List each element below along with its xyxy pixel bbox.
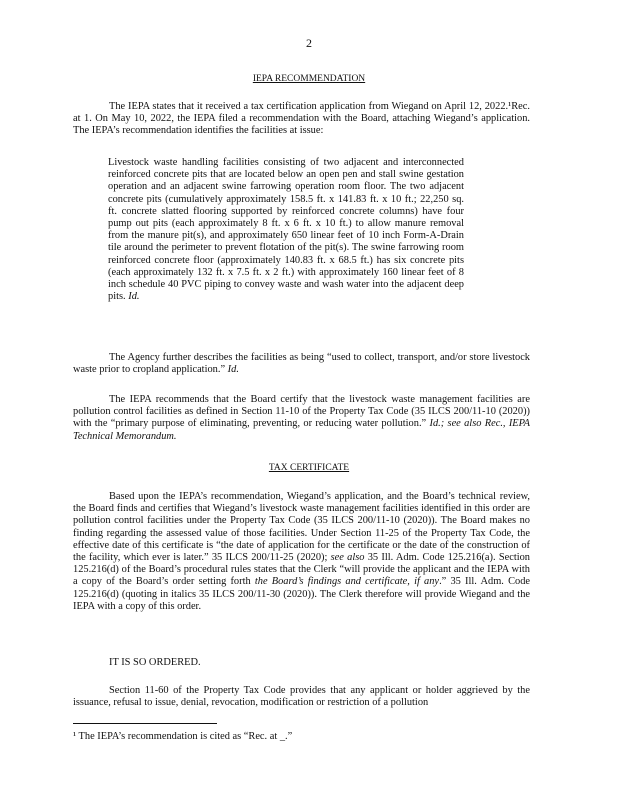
board-finds-text-b: 35 Ill. Adm. Code 125.216(a). Section 125.216(d) of the Board’s procedural rules states that the Clerk “will provide the applicant and the IEPA with a copy of the Board’s order setting forth — [73, 552, 530, 588]
page-number: 2 — [306, 36, 312, 50]
paragraph-section-11-60: Section 11-60 of the Property Tax Code provides that any applicant or holder aggrieved by the issuance, refusal to issue, denial, revocation, modification or restriction of a pollution — [73, 685, 530, 709]
iepa-recommends-text: The IEPA recommends that the Board certify that the livestock waste management facilities are pollution control facilities as defined in Section 11-10 of the Property Tax Code (35 ILCS 200/11-10 (2020)) with the “primary purpose of eliminating, preventing, or reducing water pollution.” — [73, 394, 530, 430]
footnote-divider — [73, 723, 217, 724]
board-finds-see-also: see also — [330, 552, 365, 564]
paragraph-agency-describes — [73, 352, 530, 376]
board-finds-text-a: Based upon the IEPA’s recommendation, Wiegand’s application, and the Board’s technical review, the Board finds and certifies that Wiegand’s livestock waste management facilities identified in this order are pollution control facilities under the Property Tax Code (35 ILCS 200/11-10 (2020)). The Board makes no finding regarding the assessed value of those facilities. Under Section 11-25 of the Property Tax Code, the effective date of this certificate is “the date of application for the certificate or the date of the construction of the facility, which ever is later.” 35 ILCS 200/11-25 (2020); — [73, 491, 530, 564]
so-ordered: IT IS SO ORDERED. — [109, 657, 201, 668]
block-quote-facilities — [108, 157, 464, 303]
heading-tax-certificate: TAX CERTIFICATE — [268, 463, 350, 473]
paragraph-board-finds — [73, 491, 530, 613]
board-finds-italic-quote: the Board’s findings and certificate, if any — [254, 576, 440, 588]
footnote-1: ¹ The IEPA’s recommendation is cited as “Rec. at _.” — [73, 731, 293, 742]
block-quote-citation: Id. — [128, 291, 140, 303]
block-quote-text: Livestock waste handling facilities consisting of two adjacent and interconnected reinforced concrete pits that are located below an open pen and stall swine gestation operation and an adjacent swine farrowing operation room floor. The two adjacent concrete pits (cumulatively approximately 158.5 ft. x 141.83 ft. x 10 ft.; 22,250 sq. ft. concrete slatted flooring supported by reinforced concrete columns) have four pump out pits (each approximately 8 ft. x 6 ft. x 10 ft.) to allow manure removal from the manure pit(s), and approximately 650 linear feet of 10 inch Form-A-Drain tile around the perimeter to prevent flotation of the pit(s). The swine farrowing room reinforced concrete floor (approximately 140.83 ft. x 68.5 ft.) has six concrete pits (each approximately 132 ft. x 7.5 ft. x 2 ft.) with approximately 160 linear feet of 8 inch schedule 40 PVC piping to convey waste and wash water into the adjacent deep pits. — [108, 157, 464, 303]
iepa-recommends-citation: Id.; see also Rec., IEPA Technical Memorandum. — [73, 418, 530, 442]
agency-describes-text: The Agency further describes the facilities as being “used to collect, transport, and/or store livestock waste prior to cropland application.” — [73, 352, 530, 376]
heading-iepa-recommendation: IEPA RECOMMENDATION — [252, 74, 366, 84]
paragraph-received-application: The IEPA states that it received a tax certification application from Wiegand on April 12, 2022.¹Rec. at 1. On May 10, 2022, the IEPA filed a recommendation with the Board, attaching Wiegand’s application. The IEPA’s recommendation identifies the facilities at issue: — [73, 101, 530, 137]
board-finds-text-c: .” 35 Ill. Adm. Code 125.216(d) (quoting in italics 35 ILCS 200/11-30 (2020)). The Clerk therefore will provide Wiegand and the IEPA with a copy of this order. — [73, 576, 531, 612]
agency-describes-citation: Id. — [227, 364, 239, 376]
paragraph-iepa-recommends — [73, 394, 530, 443]
